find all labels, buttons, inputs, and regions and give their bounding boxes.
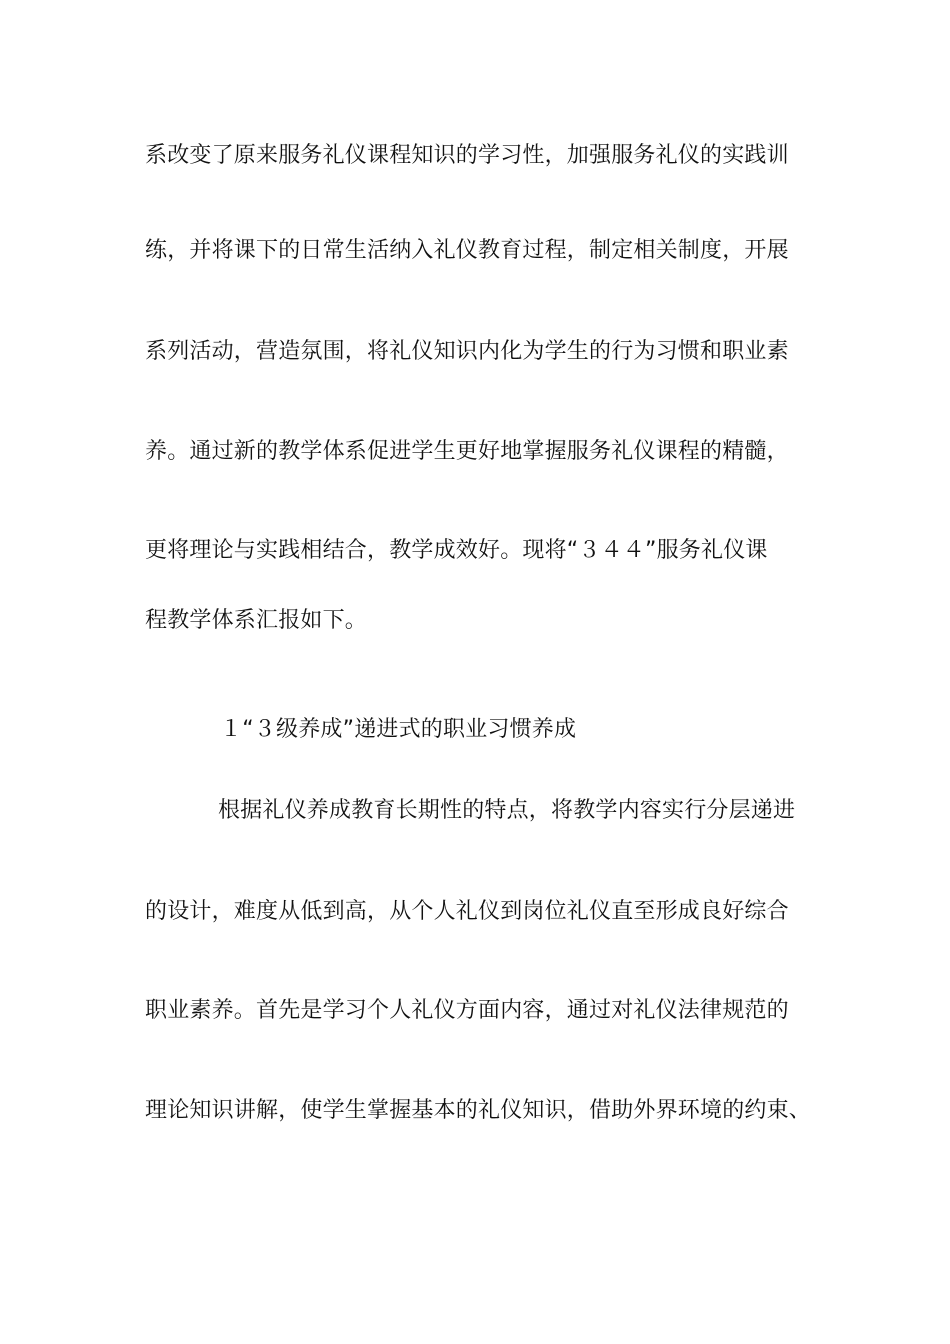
paragraph-line-3: 系列活动，营造氛围，将礼仪知识内化为学生的行为习惯和职业素 bbox=[145, 339, 789, 364]
paragraph-line-2: 练，并将课下的日常生活纳入礼仪教育过程，制定相关制度，开展 bbox=[145, 238, 789, 263]
paragraph2-line-1: 根据礼仪养成教育长期性的特点，将教学内容实行分层递进 bbox=[218, 798, 796, 823]
paragraph-line-5: 更将理论与实践相结合，教学成效好。现将“３４４”服务礼仪课 bbox=[145, 538, 768, 563]
paragraph-line-6: 程教学体系汇报如下。 bbox=[145, 608, 368, 633]
paragraph-line-4: 养。通过新的教学体系促进学生更好地掌握服务礼仪课程的精髓， bbox=[145, 439, 789, 464]
paragraph2-line-2: 的设计，难度从低到高，从个人礼仪到岗位礼仪直至形成良好综合 bbox=[145, 899, 789, 924]
paragraph-line-1: 系改变了原来服务礼仪课程知识的学习性，加强服务礼仪的实践训 bbox=[145, 143, 789, 168]
paragraph2-line-3: 职业素养。首先是学习个人礼仪方面内容，通过对礼仪法律规范的 bbox=[145, 998, 789, 1023]
paragraph2-line-4: 理论知识讲解，使学生掌握基本的礼仪知识，借助外界环境的约束、 bbox=[145, 1098, 812, 1123]
section-heading: １“３级养成”递进式的职业习惯养成 bbox=[220, 717, 577, 742]
